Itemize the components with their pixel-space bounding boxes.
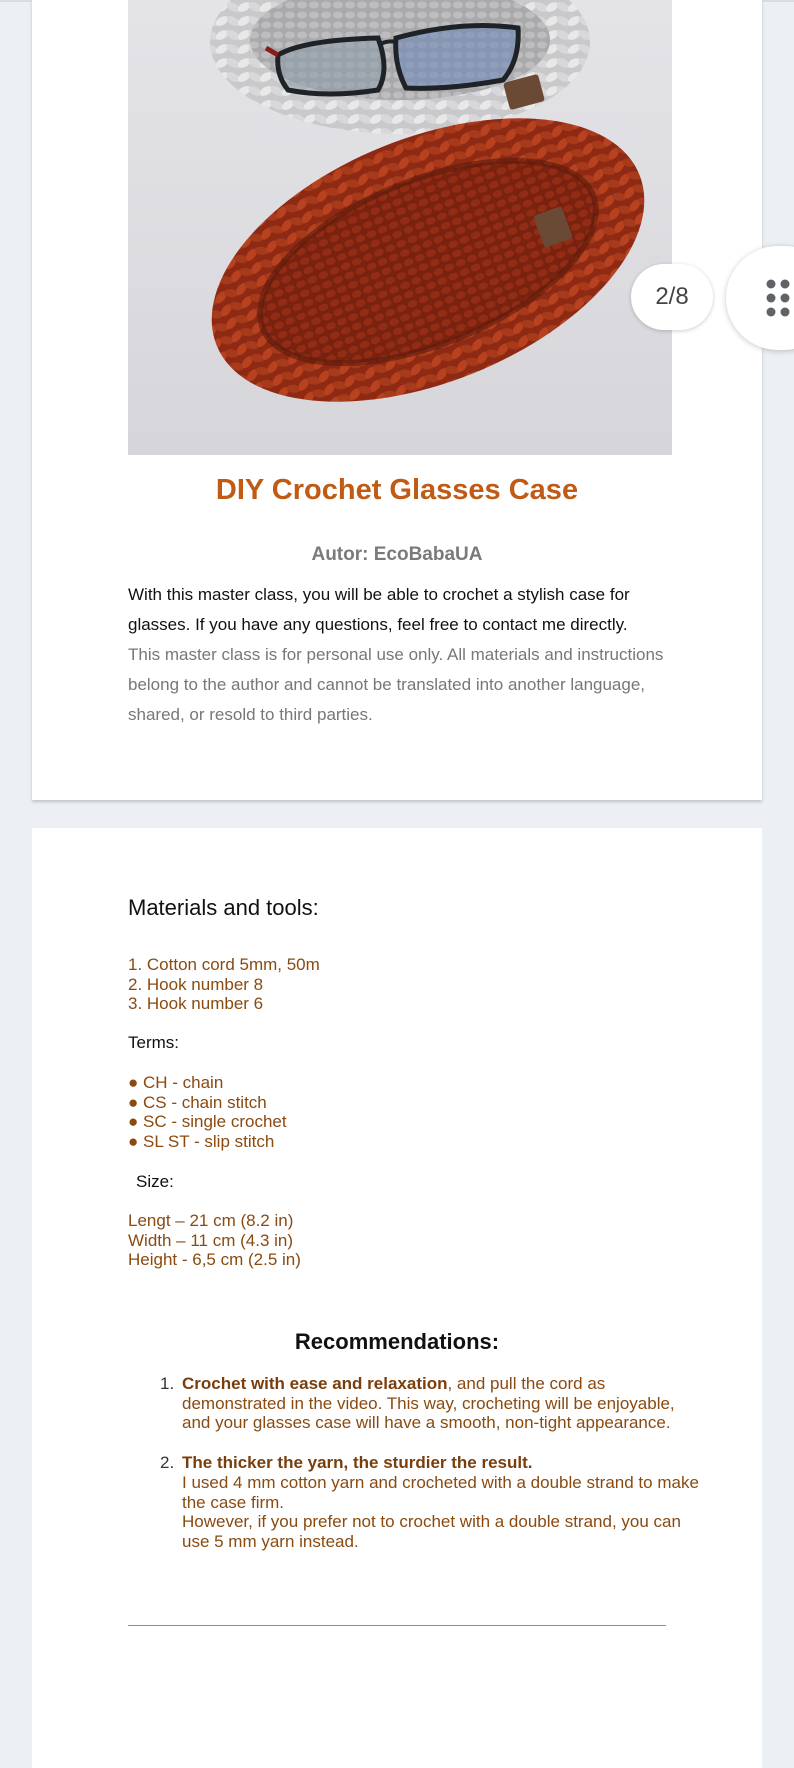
dots-grid-icon xyxy=(766,279,790,317)
size-label: Size: xyxy=(136,1172,174,1191)
document-page-2 xyxy=(32,828,762,1768)
recommendation-text: However, if you prefer not to crochet with a double strand, you can use 5 mm yarn instead. xyxy=(182,1512,681,1551)
author-line: Autor: EcoBabaUA xyxy=(311,544,483,565)
recommendation-item xyxy=(160,1453,700,1552)
recommendations-heading: Recommendations: xyxy=(294,1329,500,1354)
list-item: ● SC - single crochet xyxy=(128,1112,287,1131)
list-item: 1. Cotton cord 5mm, 50m xyxy=(128,955,320,974)
recommendation-bold: The thicker the yarn, the sturdier the result. xyxy=(182,1453,533,1473)
document-title: DIY Crochet Glasses Case xyxy=(215,474,579,506)
item-number: 1. xyxy=(160,1374,175,1393)
document-page-1 xyxy=(32,0,762,800)
list-item: ● CS - chain stitch xyxy=(128,1092,267,1112)
intro-paragraph: With this master class, you will be able to crochet a stylish case for glasses. If you have any questions, feel free to contact me directly. xyxy=(128,585,630,634)
list-item: ● CH - chain xyxy=(128,1073,224,1092)
recommendations-list xyxy=(160,1374,700,1572)
list-item: 3. Hook number 6 xyxy=(128,994,264,1013)
terms-label: Terms: xyxy=(128,1033,179,1052)
usage-note: This master class is for personal use only. All materials and instructions belong to the author and cannot be translated into another language, shared, or resold to third parties. xyxy=(128,645,664,724)
section-divider xyxy=(128,1625,666,1626)
terms-list xyxy=(128,1073,287,1151)
recommendation-item xyxy=(160,1374,700,1433)
list-item: ● SL ST - slip stitch xyxy=(128,1131,275,1151)
list-item: Height - 6,5 cm (2.5 in) xyxy=(128,1250,301,1269)
materials-list xyxy=(128,955,320,1014)
crochet-cases-photo xyxy=(128,0,672,455)
recommendation-text: , and pull the cord as demonstrated in the video. This way, crocheting will be enjoyable, and your glasses case will have a smooth, non-tight appearance. xyxy=(182,1374,675,1433)
recommendation-text: I used 4 mm cotton yarn and crocheted with a double strand to make the case firm. xyxy=(182,1472,699,1512)
size-list xyxy=(128,1211,301,1270)
recommendation-bold: Crochet with ease and relaxation xyxy=(182,1374,448,1393)
list-item: 2. Hook number 8 xyxy=(128,974,264,994)
item-number: 2. xyxy=(160,1453,175,1473)
list-item: Width – 11 cm (4.3 in) xyxy=(128,1230,294,1250)
materials-heading: Materials and tools: xyxy=(128,895,319,920)
page-indicator[interactable]: 2/8 xyxy=(631,264,713,330)
list-item: Lengt – 21 cm (8.2 in) xyxy=(128,1211,294,1230)
